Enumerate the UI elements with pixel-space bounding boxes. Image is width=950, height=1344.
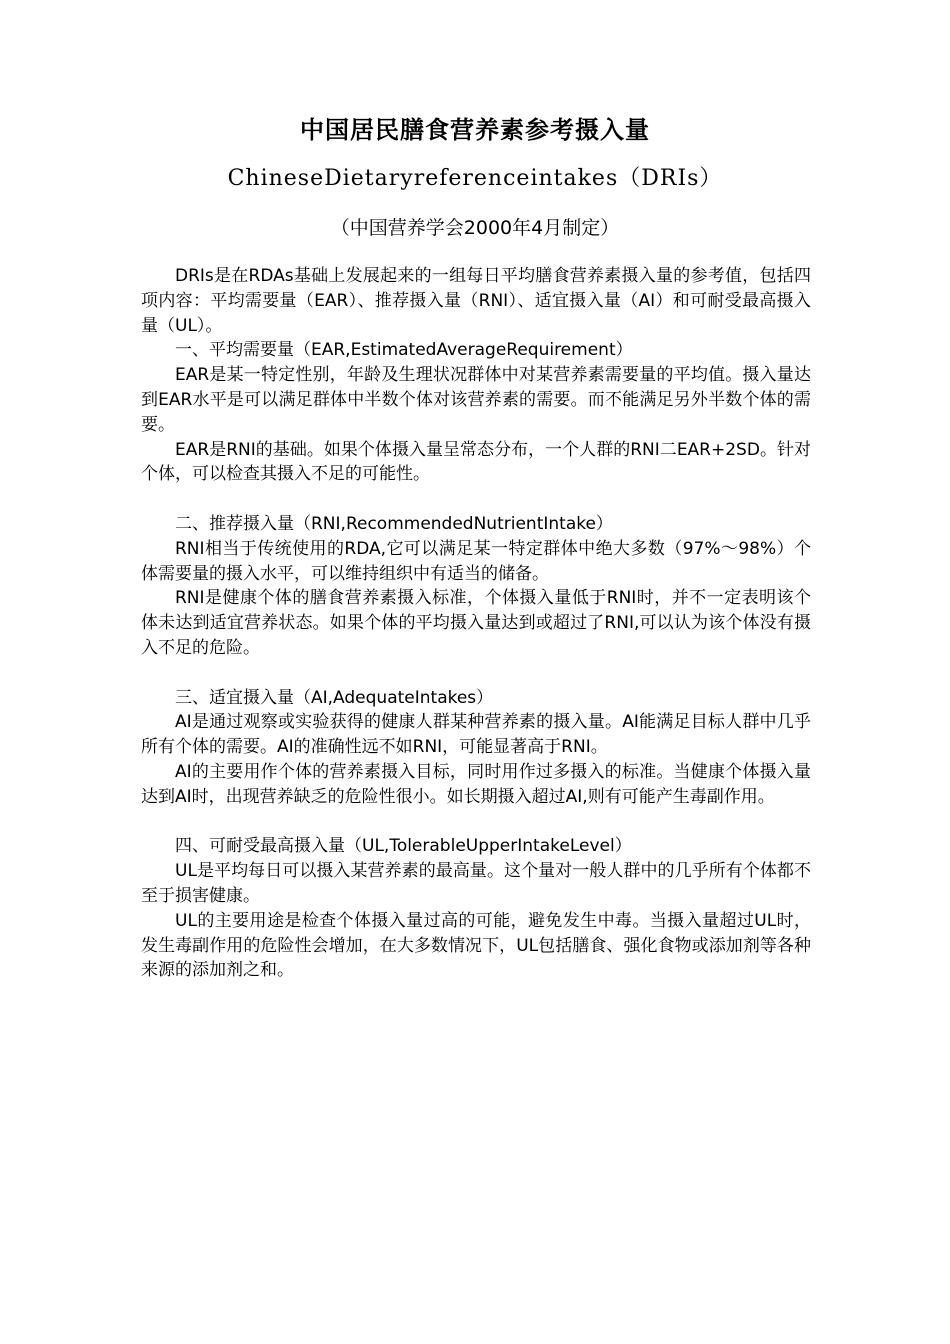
section-paragraph: AI的主要用作个体的营养素摄入目标，同时用作过多摄入的标准。当健康个体摄入量达到AI时，出现营养缺乏的危险性很小。如长期摄入超过AI,则有可能产生毒副作用。 — [141, 761, 811, 807]
document-subtitle: ChineseDietaryreferenceintakes（DRIs） — [227, 166, 723, 191]
section-paragraph: EAR是RNI的基础。如果个体摄入量呈常态分布，一个人群的RNI二EAR+2SD。针对个体，可以检查其摄入不足的可能性。 — [141, 439, 811, 485]
section-paragraph: UL的主要用途是检查个体摄入量过高的可能，避免发生中毒。当摄入量超过UL时，发生毒副作用的危险性会增加，在大多数情况下，UL包括膳食、强化食物或添加剂等各种来源的添加剂之和。 — [141, 910, 811, 981]
section-heading-ear: 一、平均需要量（EAR,EstimatedAverageRequirement） — [175, 340, 633, 361]
document-note: （中国营养学会2000年4月制定） — [330, 217, 620, 239]
paragraph-gap — [141, 810, 811, 835]
intro-paragraph: DRIs是在RDAs基础上发展起来的一组每日平均膳食营养素摄入量的参考值，包括四项内容：平均需要量（EAR）、推荐摄入量（RNI）、适宜摄入量（AI）和可耐受最高摄入量（UL）。 — [141, 266, 811, 336]
section-paragraph: EAR是某一特定性别，年龄及生理状况群体中对某营养素需要量的平均值。摄入量达到EAR水平是可以满足群体中半数个体对该营养素的需要。而不能满足另外半数个体的需要。 — [141, 365, 811, 435]
paragraph-gap — [141, 487, 811, 512]
section-paragraph: RNI相当于传统使用的RDA,它可以满足某一特定群体中绝大多数（97%〜98%）个体需要量的摄入水平，可以维持组织中有适当的储备。 — [141, 538, 811, 584]
section-paragraph: AI是通过观察或实验获得的健康人群某种营养素的摄入量。AI能满足目标人群中几乎所有个体的需要。AI的准确性远不如RNI，可能显著高于RNI。 — [141, 712, 811, 758]
document-body — [141, 264, 811, 983]
section-heading-ul: 四、可耐受最高摄入量（UL,TolerableUpperIntakeLevel） — [175, 836, 632, 857]
paragraph-gap — [141, 661, 811, 686]
section-heading-rni: 二、推荐摄入量（RNI,RecommendedNutrientIntake） — [175, 513, 613, 534]
section-paragraph: RNI是健康个体的膳食营养素摄入标准，个体摄入量低于RNI时，并不一定表明该个体未达到适宜营养状态。如果个体的平均摄入量达到或超过了RNI,可以认为该个体没有摄入不足的危险。 — [141, 588, 811, 658]
section-paragraph: UL是平均每日可以摄入某营养素的最高量。这个量对一般人群中的几乎所有个体都不至于损害健康。 — [141, 861, 811, 906]
document-title: 中国居民膳食营养素参考摄入量 — [300, 116, 650, 144]
section-heading-ai: 三、适宜摄入量（AI,AdequateIntakes） — [175, 687, 494, 708]
